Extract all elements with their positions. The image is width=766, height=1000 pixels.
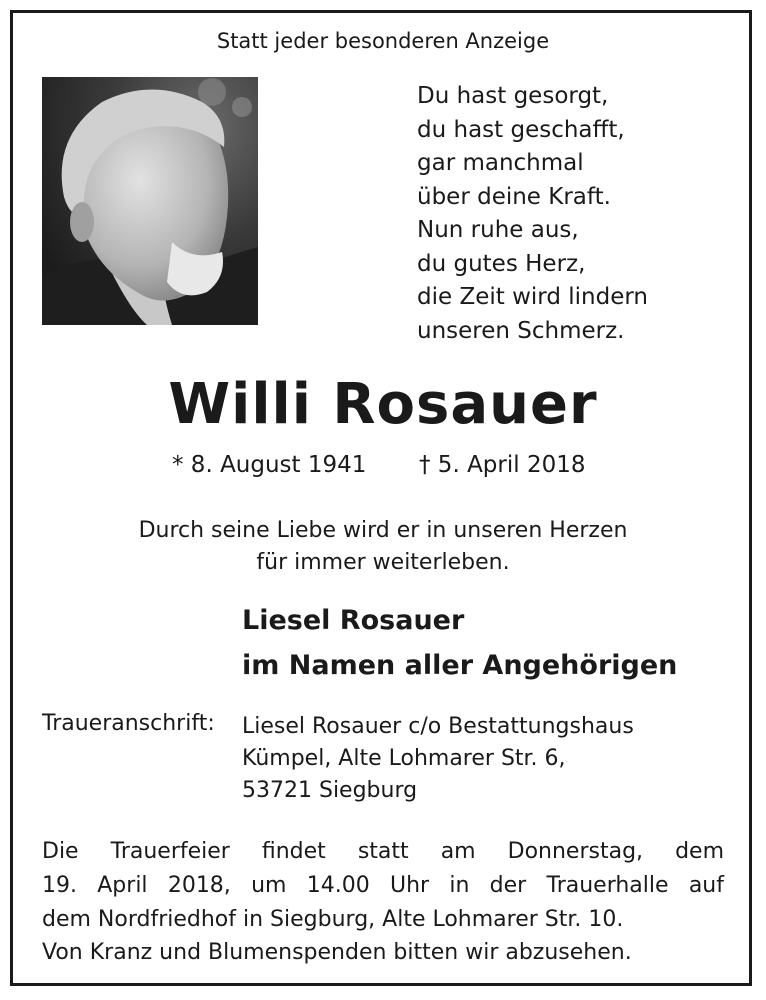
family-line: im Namen aller Angehörigen — [242, 650, 678, 681]
quote-line: für immer weiterleben. — [256, 550, 510, 575]
service-line: dem Nordfriedhof in Siegburg, Alte Lohmarer Str. 10. — [42, 907, 624, 932]
poem-line: die Zeit wird lindern — [417, 284, 648, 310]
address-line: 53721 Siegburg — [242, 778, 418, 803]
poem-line: Nun ruhe aus, — [417, 217, 579, 243]
poem-line: unseren Schmerz. — [417, 317, 625, 344]
poem-line: du hast geschafft, — [417, 116, 625, 143]
deceased-name: Willi Rosauer — [168, 372, 598, 437]
service-line: 19. April 2018, um 14.00 Uhr in der Trauerhalle auf — [42, 873, 724, 898]
header-text: Statt jeder besonderen Anzeige — [216, 29, 550, 53]
death-date: † 5. April 2018 — [419, 452, 586, 478]
poem-line: Du hast gesorgt, — [417, 83, 609, 109]
address-label: Traueranschrift: — [42, 711, 215, 736]
family-signature — [242, 598, 677, 688]
poem-line: du gutes Herz, — [417, 250, 586, 277]
flowers-note: Von Kranz und Blumenspenden bitten wir abzusehen. — [42, 940, 632, 965]
poem-line: über deine Kraft. — [417, 183, 611, 210]
address-line: Kümpel, Alte Lohmarer Str. 6, — [242, 746, 566, 771]
address — [242, 711, 634, 807]
poem — [417, 80, 648, 348]
portrait-photo — [42, 77, 258, 325]
birth-date: * 8. August 1941 — [172, 452, 367, 478]
family-line: Liesel Rosauer — [242, 605, 465, 636]
service-info — [42, 835, 724, 937]
address-line: Liesel Rosauer c/o Bestattungshaus — [242, 714, 634, 739]
service-line: Die Trauerfeier findet statt am Donnerstag, dem — [42, 839, 724, 864]
quote-line: Durch seine Liebe wird er in unseren Herzen — [138, 518, 628, 543]
quote — [0, 515, 766, 579]
poem-line: gar manchmal — [417, 150, 584, 176]
